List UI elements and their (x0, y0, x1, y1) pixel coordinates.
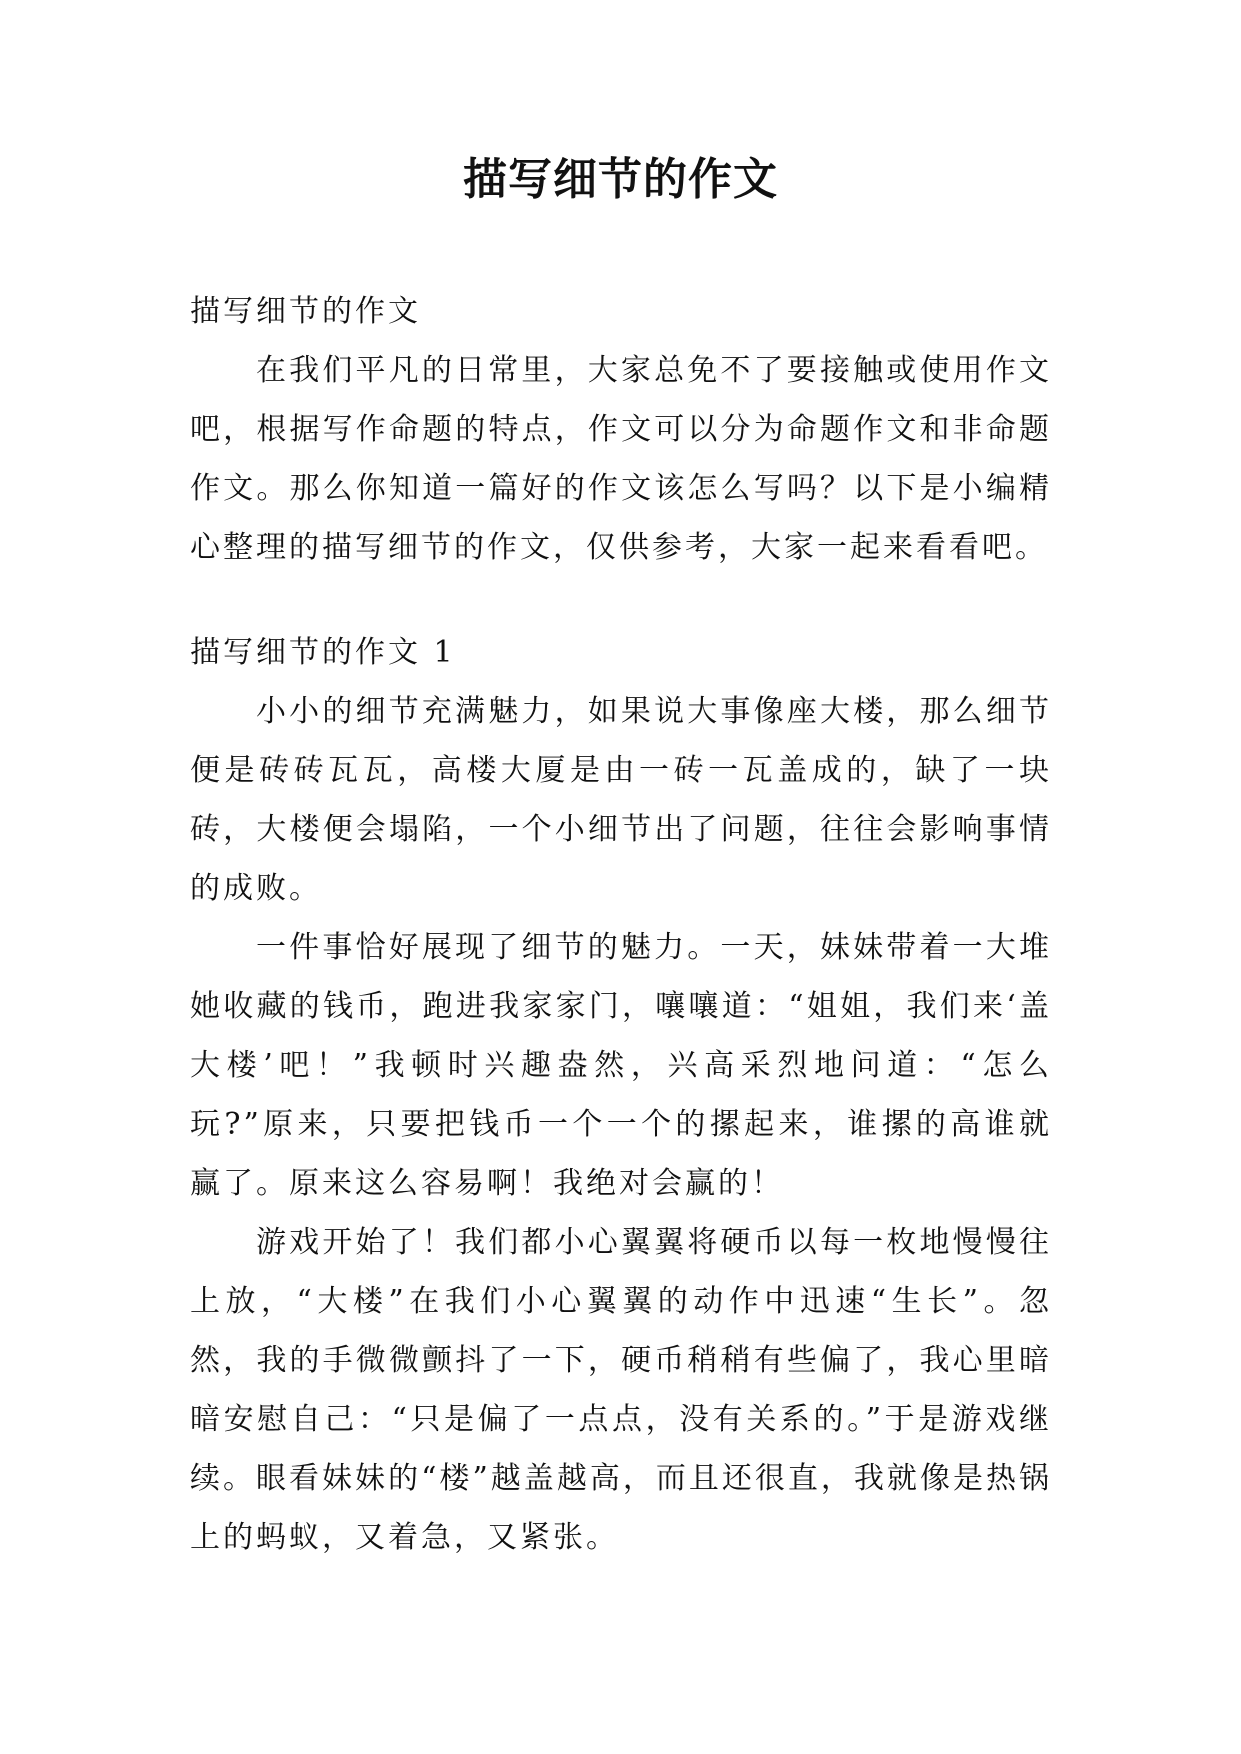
section-heading: 描写细节的作文 1 (190, 635, 456, 670)
document-title: 描写细节的作文 (463, 154, 778, 205)
intro-paragraph: 在我们平凡的日常里，大家总免不了要接触或使用作文吧，根据写作命题的特点，作文可以分为命题作文和非命题作文。那么你知道一篇好的作文该怎么写吗？以下是小编精心整理的描写细节的作文，仅供参考，大家一起来看看吧。 (190, 353, 1052, 565)
body-paragraph: 小小的细节充满魅力，如果说大事像座大楼，那么细节便是砖砖瓦瓦，高楼大厦是由一砖一瓦盖成的，缺了一块砖，大楼便会塌陷，一个小细节出了问题，往往会影响事情的成败。 (190, 694, 1052, 906)
body-paragraph: 游戏开始了！我们都小心翼翼将硬币以每一枚地慢慢往上放，“大楼”在我们小心翼翼的动作中迅速“生长”。忽然，我的手微微颤抖了一下，硬币稍稍有些偏了，我心里暗暗安慰自己：“只是偏了一点点，没有关系的。”于是游戏继续。眼看妹妹的“楼”越盖越高，而且还很直，我就像是热锅上的蚂蚁，又着急，又紧张。 (190, 1225, 1052, 1555)
document-body (190, 282, 1052, 1567)
section-spacer (190, 577, 1052, 623)
body-paragraph: 一件事恰好展现了细节的魅力。一天，妹妹带着一大堆她收藏的钱币，跑进我家家门，嚷嚷道：“姐姐，我们来‘盖大楼’吧！”我顿时兴趣盎然，兴高采烈地问道：“怎么玩?”原来，只要把钱币一个一个的摞起来，谁摞的高谁就赢了。原来这么容易啊！我绝对会赢的！ (190, 930, 1052, 1201)
intro-heading: 描写细节的作文 (190, 294, 421, 329)
